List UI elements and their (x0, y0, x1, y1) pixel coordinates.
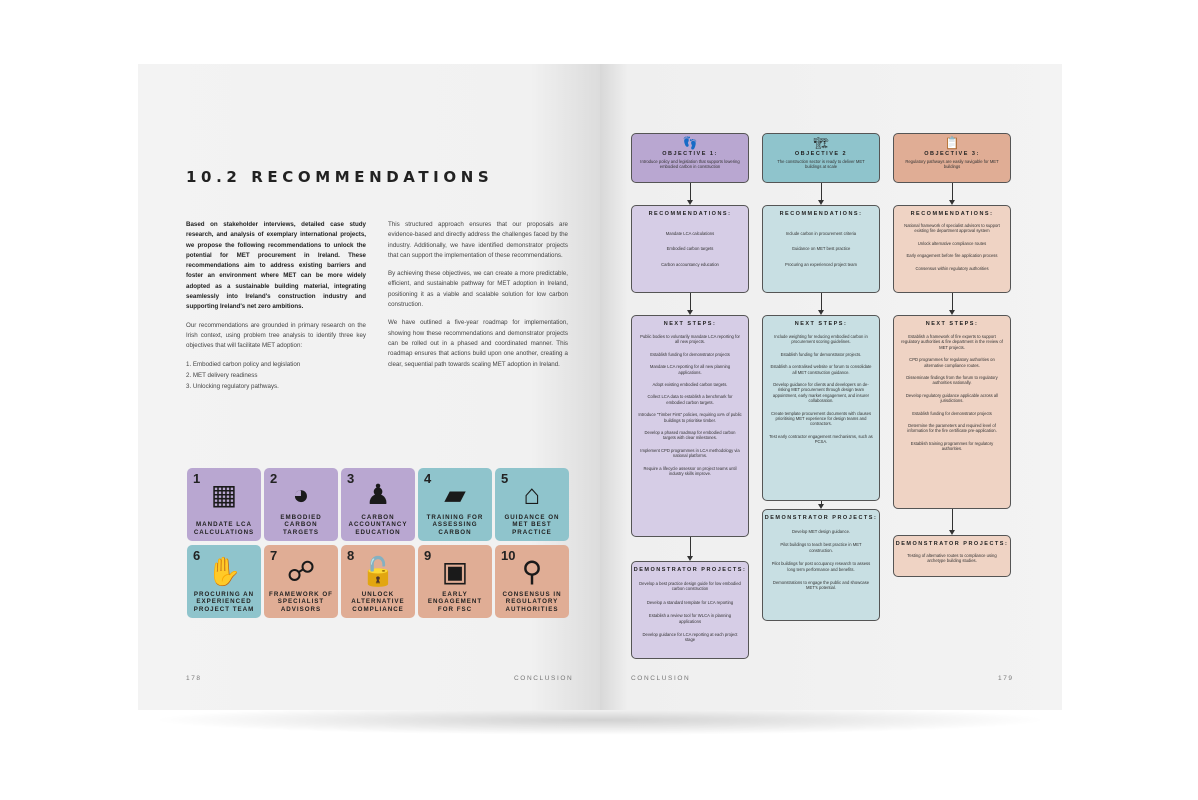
recommendation-tile (264, 468, 338, 541)
tile-number: 9 (424, 548, 432, 563)
demonstrator-2-box (762, 509, 880, 621)
calculator-icon: ▦ (210, 479, 238, 510)
step-item: Establish a centralised website or forum to consolidate all MET construction guidance. (770, 364, 872, 375)
step-item: Require a lifecycle assessor on project teams until industry skills improve. (643, 465, 737, 477)
tile-label: PROCURING AN EXPERIENCED PROJECT TEAM (193, 590, 255, 613)
demonstrator-2-list (763, 529, 879, 591)
step-item: Establish funding for demonstrator projects (650, 351, 730, 357)
recommendations-2-heading: RECOMMENDATIONS: (779, 211, 863, 217)
objective-3-text: Regulatory pathways are easily navigable for MET buildings (905, 159, 999, 170)
step-item: Mandate LCA reporting for all new planning applications. (649, 364, 731, 375)
grounding-paragraph: Our recommendations are grounded in primary research on the Irish context, using problem tree analysis to identify three key objectives that will facilitate MET adoption: (186, 321, 366, 350)
folder-leaf-icon: ▰ (444, 479, 466, 510)
step-item: Collect LCA data to establish a benchmark for embodied carbon targets. (647, 394, 733, 405)
step-item: Pilot buildings for post occupancy research to assess long term performance and benefits. (771, 561, 871, 572)
next-steps-1-list (632, 334, 748, 477)
recommendation-tile (495, 545, 569, 618)
rec-item: Early engagement before fire application process (906, 253, 998, 259)
rec-item: Unlock alternative compliance routes (917, 240, 987, 246)
recommendation-tile (341, 545, 415, 618)
recommendations-1-heading: RECOMMENDATIONS: (648, 211, 732, 217)
tile-label: EMBODIED CARBON TARGETS (280, 513, 322, 536)
step-item: Disseminate findings from the forum to regulatory authorities nationally. (906, 375, 998, 386)
teacher-icon: ♟ (365, 479, 391, 510)
demonstrator-3-list (894, 553, 1010, 564)
rec-item: National framework of specialist advisors to support existing fire department approval system (904, 223, 1000, 234)
padlock-icon: 🔓 (360, 556, 396, 587)
next-steps-3-heading: NEXT STEPS: (925, 321, 979, 327)
objective-2-text: The construction sector is ready to deliver MET buildings at scale (777, 159, 865, 170)
tile-number: 7 (270, 548, 278, 563)
rec-item: Mandate LCA calculations (665, 231, 715, 236)
rec-item: Carbon accountancy education (661, 261, 719, 267)
objective-item: 1. Embodied carbon policy and legislation (186, 360, 301, 368)
step-item: Establish training programmes for regulatory authorities. (910, 440, 994, 452)
recommendation-tile (418, 545, 492, 618)
page-number-right: 179 (998, 675, 1014, 682)
step-item: Introduce "Timber First" policies, requiring xx% of public buildings to prioritise timber. (638, 412, 742, 423)
next-steps-2-list (763, 334, 879, 445)
next-steps-3-list (894, 334, 1010, 452)
tile-label: CARBON ACCOUNTANCY EDUCATION (348, 513, 408, 536)
page-number-left: 178 (186, 675, 202, 682)
tile-number: 1 (193, 471, 201, 486)
house-guidance-icon: ⌂ (523, 479, 541, 510)
step-item: Establish a framework of fire experts to support regulatory authorities & fire department in the review of MET projects. (901, 334, 1003, 350)
demonstrator-1-box (631, 561, 749, 659)
next-steps-1-box (631, 315, 749, 537)
recommendations-3-box (893, 205, 1011, 293)
crane-icon: 🏗 (813, 136, 829, 150)
tile-number: 6 (193, 548, 201, 563)
tile-label: GUIDANCE ON MET BEST PRACTICE (504, 513, 560, 536)
calendar-check-icon: ▣ (441, 556, 469, 587)
tile-label: UNLOCK ALTERNATIVE COMPLIANCE (351, 590, 405, 613)
step-item: Implement CPD programmes in LCA methodology via national platforms. (640, 447, 740, 459)
step-item: Determine the parameters and required level of information for the fire certificate pre-application. (907, 423, 997, 434)
step-item: Testing of alternative routes to compliance using archetype building studies. (907, 553, 997, 564)
objective-3-box (893, 133, 1011, 183)
step-item: Develop MET design guidance. (791, 529, 851, 534)
step-item: Create template procurement documents with clauses prioritising MET experience for design teams and contractors. (770, 410, 872, 427)
recommendations-2-box (762, 205, 880, 293)
step-item: Develop guidance for LCA reporting at each project stage (642, 632, 738, 643)
pie-chart-icon: ◕ (292, 479, 310, 510)
demonstrator-1-list (632, 581, 748, 643)
tile-label: FRAMEWORK OF SPECIALIST ADVISORS (269, 590, 333, 613)
next-steps-1-heading: NEXT STEPS: (663, 321, 717, 327)
step-item: Establish a review tool for WLCA in planning applications (648, 613, 732, 624)
step-item: Public bodies to voluntarily mandate LCA reporting for all new projects. (640, 334, 740, 345)
recommendation-tile (187, 545, 261, 618)
roadmap-paragraph: We have outlined a five-year roadmap for implementation, showing how these recommendations and demonstrator projects can be rolled out in a phased and coordinated manner. This roadmap ensures that actions build upon one another, creating a clear, sequential path towards scaling MET adoption in Ireland. (388, 319, 568, 368)
step-item: Demonstrations to engage the public and showcase MET's potential. (772, 580, 870, 591)
objective-3-title: OBJECTIVE 3: (924, 151, 980, 157)
objective-item: 2. MET delivery readiness (186, 371, 258, 379)
intro-paragraph: Based on stakeholder interviews, detailed case study research, and analysis of exemplary international projects, we propose the following recommendations to unlock the potential for MET procurement in Ireland. These recommendations aim to address existing barriers and foster an environment where MET can be more widely adopted as a sustainable building material, integrating seamlessly into Ireland's construction industry and supporting Ireland's net zero ambitions. (186, 221, 366, 311)
tile-label: EARLY ENGAGEMENT FOR FSC (427, 590, 483, 613)
demonstrator-3-box (893, 535, 1011, 577)
document-check-icon: 📋 (944, 136, 960, 150)
demonstrator-2-heading: DEMONSTRATOR PROJECTS: (764, 515, 878, 521)
next-steps-3-box (893, 315, 1011, 509)
objective-2-box (762, 133, 880, 183)
tile-label: TRAINING FOR ASSESSING CARBON (426, 513, 484, 536)
tile-number: 3 (347, 471, 355, 486)
tile-label: CONSENSUS IN REGULATORY AUTHORITIES (502, 590, 562, 613)
tile-number: 2 (270, 471, 278, 486)
step-item: Establish funding for demonstrator projects (912, 410, 992, 416)
rec-item: Consensus within regulatory authorities (915, 265, 989, 271)
handshake-icon: ✋ (206, 556, 242, 587)
objective-1-text: Introduce policy and legislation that supports lowering embodied carbon in construction (640, 159, 740, 170)
approach-paragraph: This structured approach ensures that our proposals are evidence-based and directly address the challenges faced by the industry. Additionally, we have identified demonstrator projects that can support the implementation of these recommendations. (388, 221, 568, 259)
recommendation-tile (495, 468, 569, 541)
objective-2-title: OBJECTIVE 2 (794, 151, 848, 157)
recommendations-3-heading: RECOMMENDATIONS: (910, 211, 994, 217)
tile-label: MANDATE LCA CALCULATIONS (193, 521, 255, 536)
demonstrator-3-heading: DEMONSTRATOR PROJECTS: (895, 541, 1009, 547)
magnifier-icon: ⚲ (521, 556, 543, 587)
objectives-list (186, 360, 366, 393)
step-item: Include weighting for reducing embodied carbon in procurement scoring guidelines. (774, 334, 868, 345)
objective-item: 3. Unlocking regulatory pathways. (186, 383, 279, 391)
step-item: Develop a standard template for LCA reporting (646, 599, 734, 605)
footprint-icon: 👣 (682, 136, 698, 150)
tile-number: 4 (424, 471, 432, 486)
step-item: Test early contractor engagement mechanisms, such as PCSA. (769, 433, 873, 445)
recommendation-tile (187, 468, 261, 541)
recommendation-tile (264, 545, 338, 618)
objective-1-box (631, 133, 749, 183)
footer-left: CONCLUSION (514, 675, 574, 682)
recommendation-tile (418, 468, 492, 541)
recommendation-tile (341, 468, 415, 541)
recommendations-1-box (631, 205, 749, 293)
network-people-icon: ☍ (286, 556, 316, 587)
step-item: Develop guidance for clients and developers on de-risking MET procurement through design team appointment, early market engagement, and insurer collaboration. (772, 382, 870, 404)
next-steps-2-heading: NEXT STEPS: (794, 321, 848, 327)
rec-item: Include carbon in procurement criteria (785, 231, 857, 236)
rec-item: Procuring an experienced project team (785, 261, 857, 267)
step-item: Pilot buildings to teach best practice in MET construction. (780, 542, 862, 553)
next-steps-2-box (762, 315, 880, 501)
pathway-paragraph: By achieving these objectives, we can create a more predictable, efficient, and sustainable pathway for MET adoption in Ireland, positioning it as a viable and scalable solution for low carbon construction. (388, 270, 568, 309)
tile-number: 5 (501, 471, 509, 486)
left-column (186, 220, 366, 393)
step-item: CPD programmes for regulatory authorities on alternative compliance routes. (909, 357, 995, 368)
step-item: Develop a best practice design guide for low embodied carbon construction (639, 581, 741, 592)
demonstrator-1-heading: DEMONSTRATOR PROJECTS: (633, 567, 747, 573)
step-item: Develop regulatory guidance applicable across all jurisdictions. (905, 392, 999, 404)
footer-right: CONCLUSION (631, 675, 691, 682)
tile-number: 10 (501, 548, 516, 563)
step-item: Establish funding for demonstrator projects. (780, 351, 862, 357)
step-item: Develop a phased roadmap for embodied carbon targets with clear milestones. (644, 430, 736, 441)
objective-1-title: OBJECTIVE 1: (662, 151, 718, 157)
rec-item: Guidance on MET best practice (791, 246, 851, 252)
page-title: 10.2 RECOMMENDATIONS (186, 168, 494, 186)
right-column (388, 220, 568, 378)
step-item: Adopt existing embodied carbon targets. (652, 382, 728, 388)
rec-item: Embodied carbon targets (666, 246, 714, 252)
tile-number: 8 (347, 548, 355, 563)
